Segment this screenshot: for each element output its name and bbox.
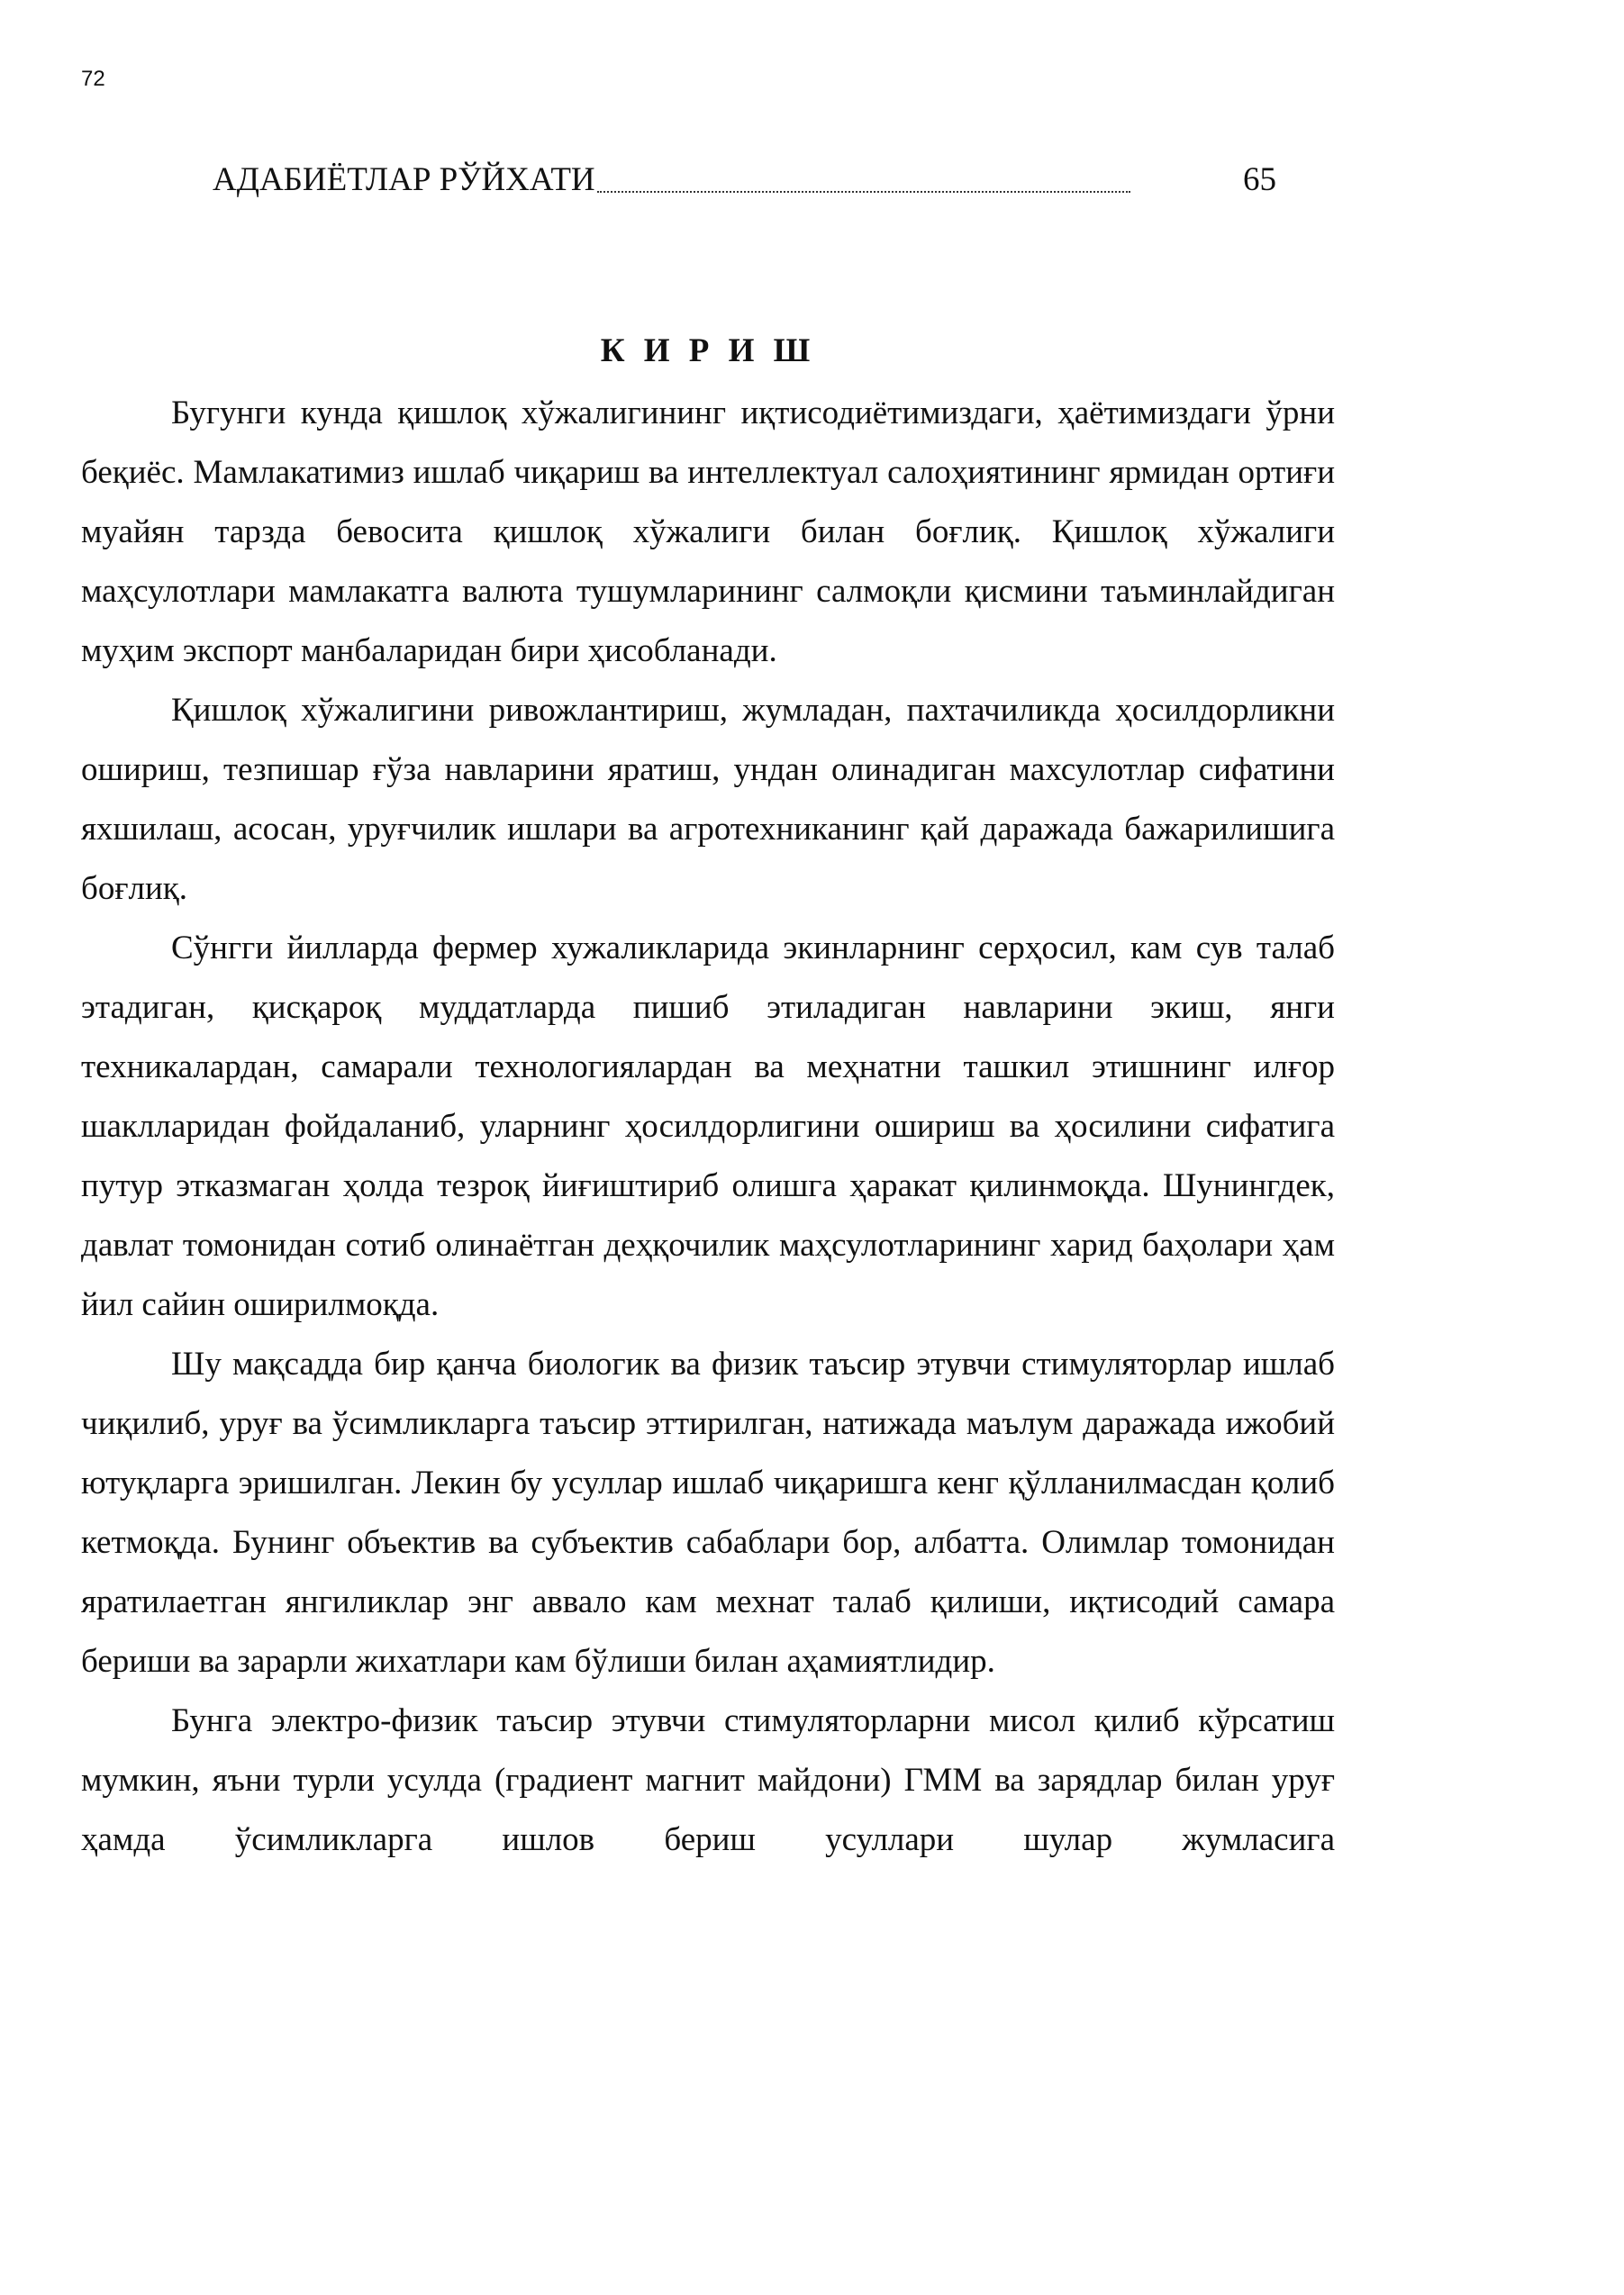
paragraph: Бугунги кунда қишлоқ хўжалигининг иқтисодиётимиздаги, ҳаётимиздаги ўрни беқиёс. Мамлакатимиз ишлаб чиқариш ва интеллектуал салоҳиятининг ярмидан ортиғи муайян тарзда бевосита қишлоқ хўжалиги билан боғлиқ. Қишлоқ хўжалиги маҳсулотлари мамлакатга валюта тушумларининг салмоқли қисмини таъминлайдиган муҳим экспорт манбаларидан бири ҳисобланади. <box>81 395 1335 669</box>
page-number: 72 <box>81 67 105 91</box>
toc-entry-title: АДАБИЁТЛАР РЎЙХАТИ <box>213 161 595 198</box>
toc-dot-leader <box>597 191 1130 193</box>
paragraph: Бунга электро-физик таъсир этувчи стимуляторларни мисол қилиб кўрсатиш мумкин, яъни турли усулда (градиент магнит майдони) ГММ ва зарядлар билан уруғ ҳамда ўсимликларга ишлов бериш усуллари шулар жумласига <box>81 1702 1335 1858</box>
section-heading: К И Р И Ш <box>600 332 816 369</box>
toc-entry-page: 65 <box>1243 161 1276 198</box>
paragraph: Қишлоқ хўжалигини ривожлантириш, жумладан, пахтачиликда ҳосилдорликни ошириш, тезпишар ғўза навларини яратиш, ундан олинадиган махсулотлар сифатини яхшилаш, асосан, уруғчилик ишлари ва агротехниканинг қай даражада бажарилишига боғлиқ. <box>81 692 1335 907</box>
paragraph: Шу мақсадда бир қанча биологик ва физик таъсир этувчи стимуляторлар ишлаб чиқилиб, уруғ ва ўсимликларга таъсир эттирилган, натижада маълум даражада ижобий ютуқларга эришилган. Лекин бу усуллар ишлаб чиқаришга кенг қўлланилмасдан қолиб кетмоқда. Бунинг объектив ва субъектив сабаблари бор, албатта. Олимлар томонидан яратилаетган янгиликлар энг аввало кам мехнат талаб қилиши, иқтисодий самара бериши ва зарарли жихатлари кам бўлиши билан аҳамиятлидир. <box>81 1346 1335 1680</box>
toc-entry <box>213 155 1281 205</box>
paragraph: Сўнгги йилларда фермер хужаликларида экинларнинг серҳосил, кам сув талаб этадиган, қисқароқ муддатларда пишиб этиладиган навларини экиш, янги техникалардан, самарали технологиялардан ва меҳнатни ташкил этишнинг илғор шаклларидан фойдаланиб, уларнинг ҳосилдорлигини ошириш ва ҳосилини сифатига путур этказмаган ҳолда тезроқ йиғиштириб олишга ҳаракат қилинмоқда. Шунингдек, давлат томонидан сотиб олинаётган деҳқочилик маҳсулотларининг харид баҳолари ҳам йил сайин оширилмоқда. <box>81 930 1335 1323</box>
body-text <box>81 384 1335 1870</box>
